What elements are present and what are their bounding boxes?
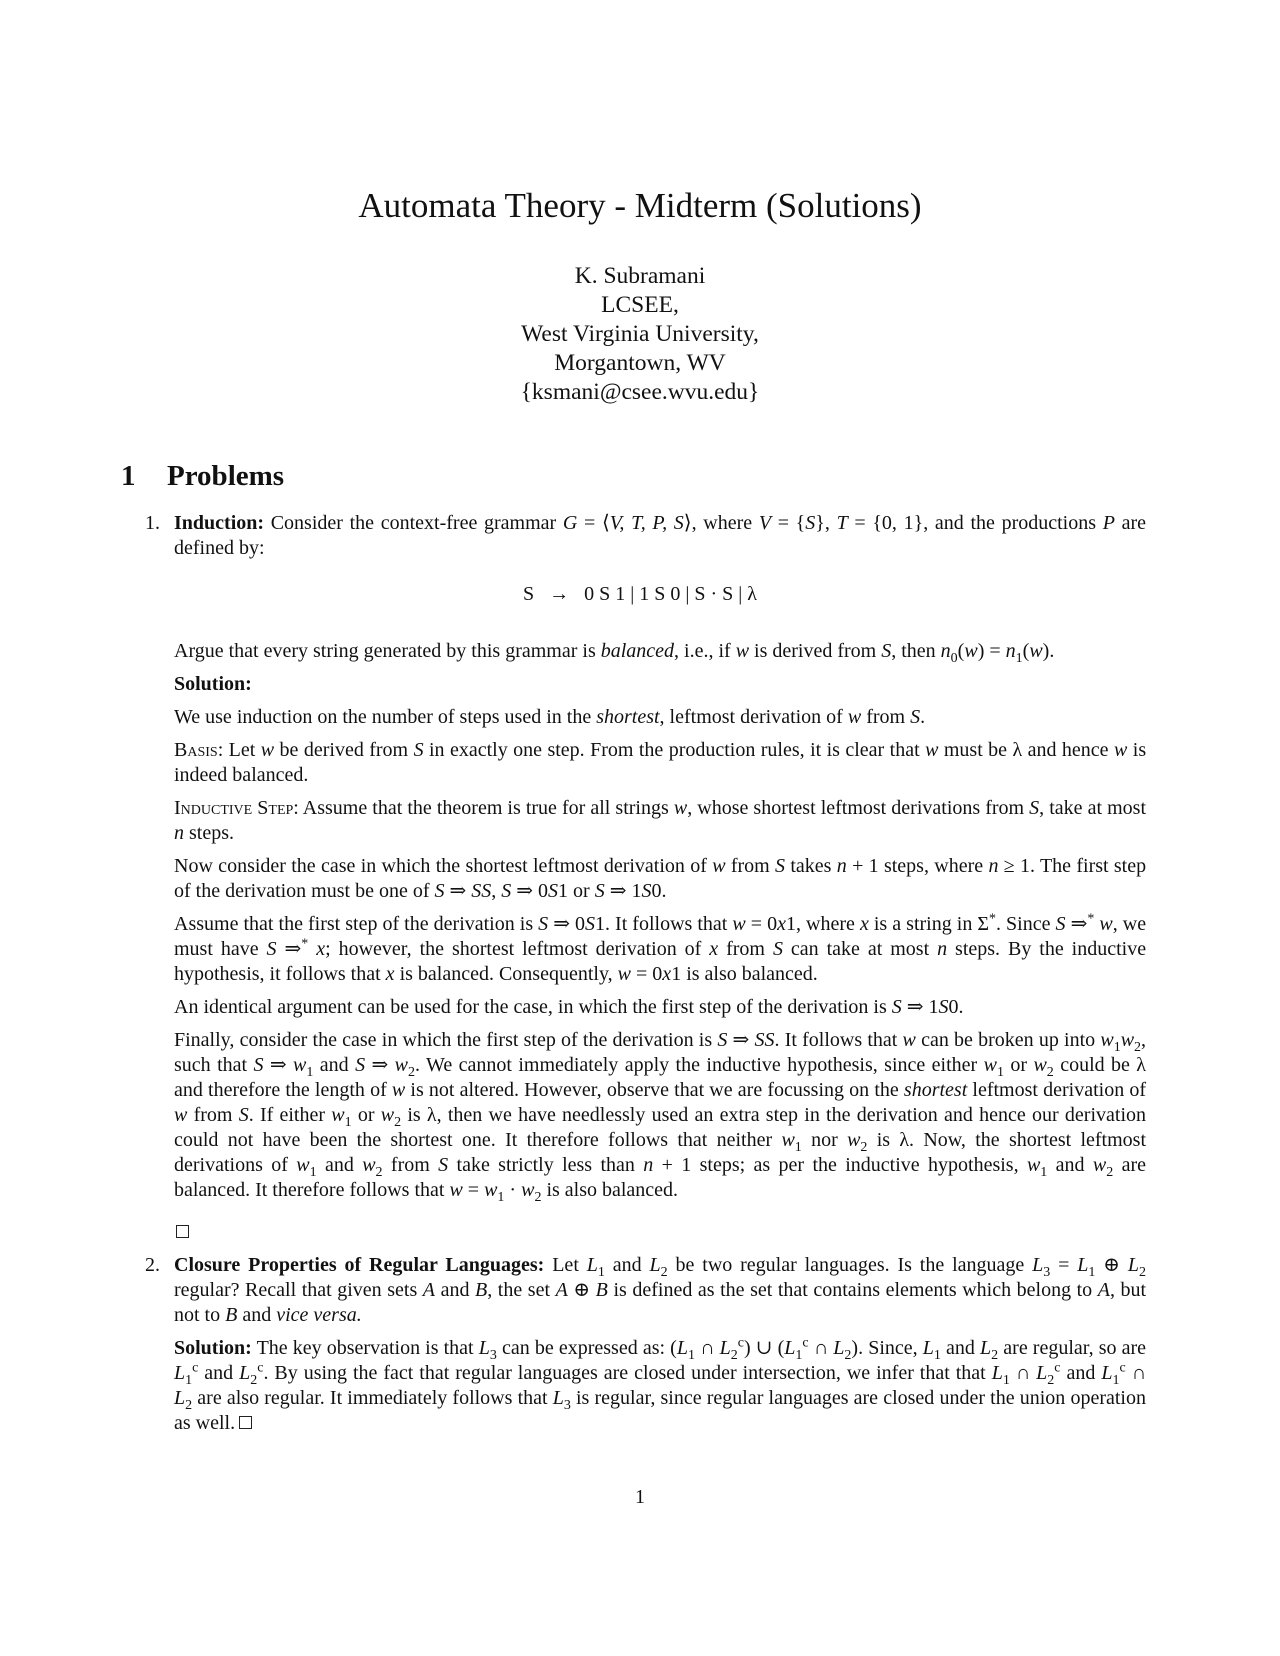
text: , and the productions — [923, 512, 1097, 534]
text: can be broken up into — [921, 1029, 1096, 1051]
text: is also balanced. — [686, 963, 818, 985]
text: is — [876, 1129, 891, 1151]
text: are also regular. It immediately follows that — [197, 1387, 548, 1409]
text: from — [193, 1104, 233, 1126]
text: The key observation is that — [256, 1337, 474, 1359]
text: , but not to — [174, 1279, 1147, 1326]
problem-1-induction-intro: We use induction on the number of steps used in the shortest, leftmost derivation of w from S. — [174, 706, 926, 728]
problem-1-statement: Induction: Consider the context-free grammar G = ⟨V, T, P, S⟩, where V = {S}, T = {0, 1}, and the productions P are defined by: — [174, 512, 1147, 559]
solution-label: Solution: — [174, 673, 252, 695]
text: from — [866, 706, 906, 728]
text: : Let — [217, 739, 256, 761]
text: leftmost derivation of — [972, 1079, 1147, 1101]
text: from — [390, 1154, 430, 1176]
text: Let — [552, 1254, 579, 1276]
text: is balanced. Consequently, — [399, 963, 613, 985]
text: are balanced. It therefore follows that — [174, 1154, 1147, 1201]
text: and — [324, 1154, 354, 1176]
text: and — [242, 1304, 272, 1326]
text: take strictly less than — [456, 1154, 635, 1176]
text: in exactly one step. From the production rules, it is clear that — [429, 739, 920, 761]
text: can take at most — [790, 938, 930, 960]
text: be derived from — [279, 739, 409, 761]
document-title: Automata Theory - Midterm (Solutions) — [358, 186, 922, 225]
text: . Since — [996, 913, 1051, 935]
problem-1-solution-label — [174, 672, 1146, 697]
emphasis: balanced — [600, 640, 675, 662]
text: . It follows that — [605, 913, 728, 935]
text: , then — [891, 640, 936, 662]
page-number: 1 — [635, 1486, 645, 1508]
text: and therefore the length of — [174, 1079, 387, 1101]
text: from — [730, 855, 770, 877]
text: takes — [790, 855, 832, 877]
text: . Since, — [858, 1337, 918, 1359]
author-university: West Virginia University, — [521, 321, 759, 347]
text: are defined by: — [174, 512, 1147, 559]
problem-1-label: Induction: — [174, 512, 265, 534]
grammar-productions: S → 0 S 1 | 1 S 0 | S · S | λ — [523, 583, 757, 605]
problem-1-basis: Basis: Let w be derived from S in exactly one step. From the production rules, it is clear that w must be λ and hence w is indeed balanced. — [174, 739, 1147, 786]
problem-1-identical-argument: An identical argument can be used for the case, in which the first step of the derivation is S ⇒ 1S0. — [174, 996, 964, 1018]
text: or — [573, 880, 590, 902]
text: . It follows that — [774, 1029, 898, 1051]
text: , the set — [487, 1279, 551, 1301]
emphasis: shortest — [596, 706, 660, 728]
text: and — [1066, 1362, 1096, 1384]
text: , such that — [174, 1029, 1147, 1076]
text: , i.e., if — [674, 640, 731, 662]
text: is regular, since regular languages are closed under the union operation as well. — [174, 1387, 1146, 1434]
text: . We cannot immediately apply the inductive hypothesis, since either — [415, 1054, 978, 1076]
author-department: LCSEE, — [601, 292, 679, 318]
text: or — [357, 1104, 375, 1126]
text: be two regular languages. Is the language — [675, 1254, 1025, 1276]
text: are regular, so are — [1003, 1337, 1147, 1359]
text: nor — [811, 1129, 838, 1151]
text: is defined as the set that contains elements which belong to — [613, 1279, 1093, 1301]
text: , then we have needlessly used an extra step in the derivation and hence our derivation could not have been the shortest one. It therefore follows that neither — [174, 1104, 1146, 1151]
text: steps. By the inductive hypothesis, it follows that — [174, 938, 1147, 985]
text: steps. — [189, 822, 234, 844]
problem-1-finally: Finally, consider the case in which the first step of the derivation is S ⇒ SS. It follows that w can be broken up into $w_1w_2$, such that S ⇒ $w_1$ and S ⇒ $w_2$. We cannot immediately apply the inductive hypothesis, since either $w_1$ or $w_2$ could be λ and therefore the length of w is not altered. However, observe that we are focussing on the shortest leftmost derivation of w from S. If either $w_1$ or $w_2$ is λ, then we have needlessly used an extra step in the derivation and hence our derivation could not have been the shortest one. It therefore follows that neither $w_1$ nor $w_2$ is λ. Now, the shortest leftmost derivations of $w_1$ and $w_2$ from S take strictly less than n + 1 steps; as per the inductive hypothesis, $w_1$ and $w_2$ are balanced. It therefore follows that $w = w_1 \cdot w_2$ is also balanced. — [174, 1029, 1147, 1205]
text: , where — [691, 512, 753, 534]
author-name: K. Subramani — [574, 263, 706, 289]
text: steps; as per the inductive hypothesis, — [699, 1154, 1019, 1176]
text: ; however, the shortest leftmost derivation of — [325, 938, 702, 960]
text: from — [726, 938, 765, 960]
text: Consider the context-free grammar — [270, 512, 557, 534]
problem-1-now-consider: Now consider the case in which the shortest leftmost derivation of w from S takes n + 1 steps, where n ≥ 1. The first step of the derivation must be one of S ⇒ SS, S ⇒ 0S1 or S ⇒ 1S0. — [174, 855, 1147, 902]
text: steps, where — [883, 855, 984, 877]
text: is a string in — [873, 913, 973, 935]
text: Now consider the case in which the shortest leftmost derivation of — [174, 855, 707, 877]
text: Assume that the first step of the derivation is — [174, 913, 534, 935]
author-block — [0, 262, 1280, 407]
qed-square-icon — [239, 1416, 252, 1429]
text: or — [1010, 1054, 1028, 1076]
text: is — [407, 1104, 421, 1126]
text: can be expressed as: — [502, 1337, 666, 1359]
problem-1-number: 1. — [145, 512, 160, 534]
text: : Assume that the theorem is true for all strings — [293, 797, 669, 819]
text: is not altered. However, observe that we are focussing on the — [410, 1079, 899, 1101]
text: must be — [943, 739, 1008, 761]
problem-2-number: 2. — [145, 1254, 160, 1276]
problem-2-statement: Closure Properties of Regular Languages: Let $L_1$ and $L_2$ be two regular languages. Is the language $L_3 = L_1$ ⊕ $L_2$ regular? Recall that given sets A and B, the set A ⊕ B is defined as the set that contains elements which belong to A, but not to B and vice versa. — [174, 1254, 1147, 1326]
text: . The first step of the derivation must be one of — [174, 855, 1147, 902]
text: is indeed balanced. — [174, 739, 1147, 786]
text: We use induction on the number of steps used in the — [174, 706, 592, 728]
text: Argue that every string generated by this grammar is — [174, 640, 596, 662]
text: , take at most — [1039, 797, 1146, 819]
text: , we must have — [174, 913, 1147, 960]
basis-label: Basis — [174, 739, 218, 761]
section-title: Problems — [167, 460, 285, 492]
text: is derived from — [754, 640, 877, 662]
text: and — [946, 1337, 975, 1359]
problem-1-argue: Argue that every string generated by this grammar is balanced, i.e., if w is derived from S, then $n_0(w) = n_1(w)$. — [174, 640, 1055, 666]
inductive-step-label: Inductive Step — [174, 797, 294, 819]
problem-1-inductive-step: Inductive Step: Assume that the theorem is true for all strings w, whose shortest leftmost derivations from S, take at most n steps. — [174, 797, 1146, 844]
text: and — [612, 1254, 642, 1276]
text: Finally, consider the case in which the first step of the derivation is — [174, 1029, 713, 1051]
text: . If either — [248, 1104, 326, 1126]
solution-label: Solution: — [174, 1337, 252, 1359]
text: and — [204, 1362, 234, 1384]
text: . Now, the shortest leftmost derivations of — [174, 1129, 1147, 1176]
problem-2-label: Closure Properties of Regular Languages: — [174, 1254, 545, 1276]
text: could be — [1060, 1054, 1130, 1076]
text: and — [1055, 1154, 1085, 1176]
qed-square-icon — [176, 1225, 189, 1238]
text: regular? Recall that given sets — [174, 1279, 418, 1301]
author-email: {ksmani@csee.wvu.edu} — [520, 379, 760, 405]
emphasis: vice versa. — [276, 1304, 362, 1326]
text: An identical argument can be used for the case, in which the first step of the derivation is — [174, 996, 887, 1018]
section-number: 1 — [121, 460, 136, 492]
text: and — [440, 1279, 470, 1301]
text: and hence — [1027, 739, 1109, 761]
text: , where — [795, 913, 855, 935]
text: , leftmost derivation of — [659, 706, 843, 728]
problem-2-solution: Solution: The key observation is that $L_3$ can be expressed as: ($L_1$ ∩ $L_2^c$) ∪ ($L_1^c$ ∩ $L_2$). Since, $L_1$ and $L_2$ are regular, so are $L_1^c$ and $L_2^c$. By using the fact that regular languages are closed under intersection, we infer that that $L_1$ ∩ $L_2^c$ and $L_1^c$ ∩ $L_2$ are also regular. It immediately follows that $L_3$ is regular, since regular languages are closed under the union operation as well. — [174, 1335, 1147, 1434]
problem-1-assume-first-step: Assume that the first step of the derivation is S ⇒ 0S1. It follows that w = 0x1, where x is a string in Σ*. Since S ⇒* w, we must have S ⇒* x; however, the shortest leftmost derivation of x from S can take at most n steps. By the inductive hypothesis, it follows that x is balanced. Consequently, w = 0x1 is also balanced. — [174, 911, 1147, 985]
section-heading — [121, 459, 284, 493]
text: is also balanced. — [546, 1179, 679, 1201]
emphasis: shortest — [903, 1079, 968, 1101]
author-city: Morgantown, WV — [554, 350, 726, 376]
text: . By using the fact that regular languages are closed under intersection, we infer that that — [263, 1362, 986, 1384]
text: and — [319, 1054, 349, 1076]
text: , whose shortest leftmost derivations from — [687, 797, 1025, 819]
